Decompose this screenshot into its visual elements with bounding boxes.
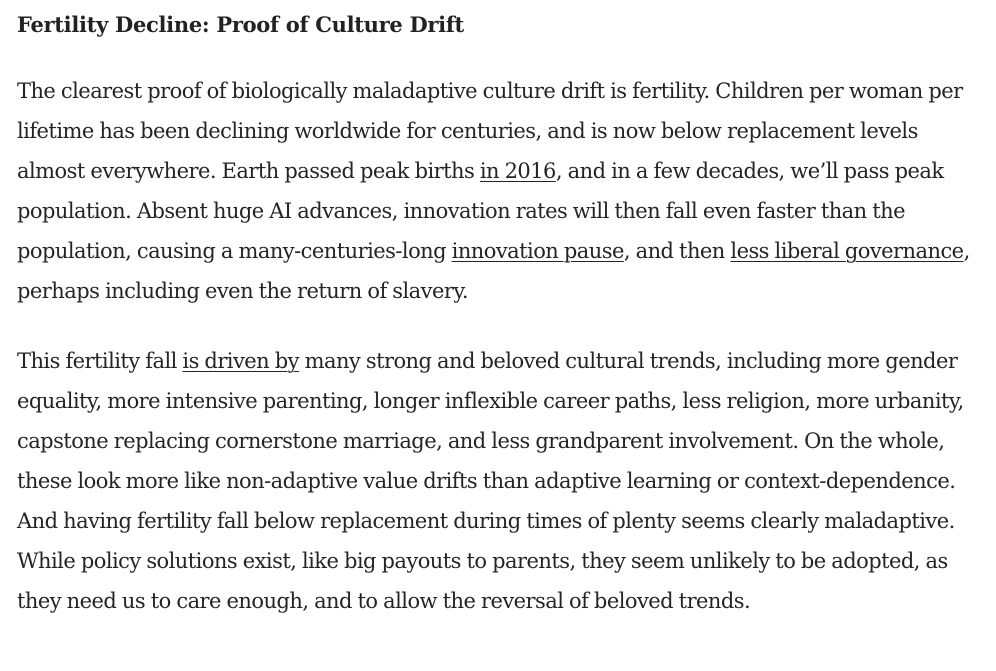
paragraph-2-text-2: many strong and beloved cultural trends, including more gender equality, more intensive parenting, longer inflexible career paths, less religion, more urbanity, capstone replacing cornerstone marriage, and less grandparent involvement. On the whole, these look more like non-adaptive value drifts than adaptive learning or context-dependence. And having fertility fall below replacement during times of plenty seems clearly maladaptive. While policy solutions exist, like big payouts to parents, they seem unlikely to be adopted, as they need us to care enough, and to allow the reversal of beloved trends. [17, 349, 964, 613]
link-in-2016[interactable]: in 2016 [479, 159, 556, 183]
link-is-driven-by[interactable]: is driven by [182, 349, 299, 373]
paragraph-1-text-4: , perhaps including even the return of slavery. [17, 239, 970, 303]
paragraph-1 [17, 71, 987, 311]
paragraph-2-text-1: This fertility fall [17, 349, 183, 373]
paragraph-1-text-3: , and then [623, 239, 731, 263]
link-less-liberal-governance[interactable]: less liberal governance [730, 239, 964, 263]
section-heading: Fertility Decline: Proof of Culture Drift [17, 12, 464, 37]
link-innovation-pause[interactable]: innovation pause [451, 239, 624, 263]
paragraph-1-text-1: The clearest proof of biologically maladaptive culture drift is fertility. Children per woman per lifetime has been declining worldwide for centuries, and is now below replacement levels almost everywhere. Earth passed peak births [17, 79, 963, 183]
paragraph-2 [17, 341, 987, 621]
paragraph-1-text-2: , and in a few decades, we’ll pass peak population. Absent huge AI advances, innovation rates will then fall even faster than the population, causing a many-centuries-long [17, 159, 944, 263]
